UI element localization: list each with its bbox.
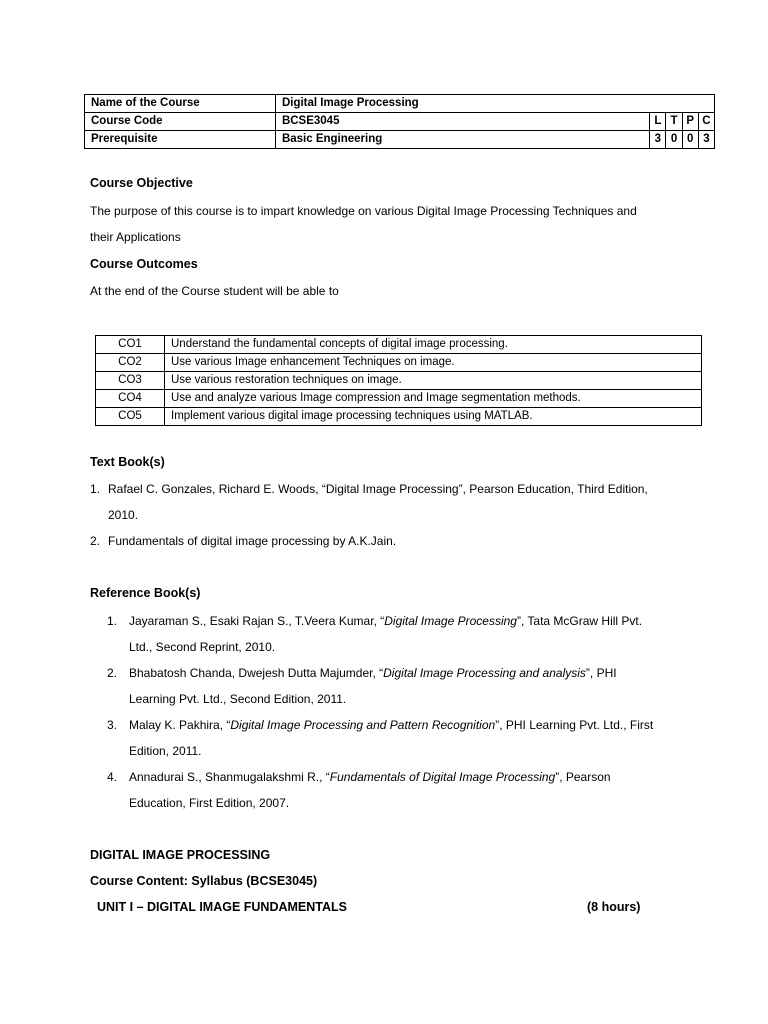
outcome-text: Understand the fundamental concepts of digital image processing.	[165, 336, 702, 354]
ref-title: Digital Image Processing and Pattern Recognition	[230, 718, 496, 732]
ref-line2: Edition, 2011.	[129, 744, 202, 758]
list-item-text	[129, 608, 677, 660]
course-name-label: Name of the Course	[85, 95, 276, 113]
ref-title: Digital Image Processing	[384, 614, 517, 628]
text-books-heading: Text Book(s)	[90, 455, 165, 469]
ltpc-header-p: P	[682, 113, 698, 131]
course-objective-heading: Course Objective	[90, 176, 193, 190]
table-row	[96, 390, 702, 408]
list-item-text: Fundamentals of digital image processing by A.K.Jain.	[108, 534, 397, 548]
outcome-code: CO3	[96, 372, 165, 390]
list-item-text	[129, 660, 677, 712]
course-objective-line1: The purpose of this course is to impart knowledge on various Digital Image Processing Techniques and	[90, 204, 637, 218]
syllabus-content: Course Content: Syllabus (BCSE3045)	[90, 874, 318, 888]
unit-hours: (8 hours)	[587, 900, 641, 914]
outcome-code: CO5	[96, 408, 165, 426]
outcome-text: Use and analyze various Image compression and Image segmentation methods.	[165, 390, 702, 408]
ref-publisher: ”, PHI	[585, 666, 617, 680]
ref-line2: Learning Pvt. Ltd., Second Edition, 2011.	[129, 692, 347, 706]
ltpc-header-l: L	[650, 113, 666, 131]
outcome-text: Implement various digital image processing techniques using MATLAB.	[165, 408, 702, 426]
course-outcomes-table	[95, 335, 702, 426]
ref-publisher: ”, Tata McGraw Hill Pvt.	[516, 614, 643, 628]
text-book-line1: Rafael C. Gonzales, Richard E. Woods, “Digital Image Processing”, Pearson Education, Third Edition,	[108, 482, 648, 496]
reference-books-list	[107, 608, 679, 818]
outcome-code: CO1	[96, 336, 165, 354]
ltpc-value-c: 3	[698, 131, 714, 149]
list-item-number: 4.	[107, 770, 118, 784]
ltpc-value-p: 0	[682, 131, 698, 149]
ref-author: Annadurai S., Shanmugalakshmi R., “	[129, 770, 330, 784]
list-item-number: 1.	[90, 482, 101, 496]
outcome-code: CO4	[96, 390, 165, 408]
table-row	[96, 354, 702, 372]
list-item-number: 1.	[107, 614, 118, 628]
ref-title: Digital Image Processing and analysis	[383, 666, 586, 680]
course-objective-line2: their Applications	[90, 230, 181, 244]
ref-author: Malay K. Pakhira, “	[129, 718, 231, 732]
list-item-text	[108, 476, 678, 528]
text-books-list	[90, 476, 690, 556]
list-item-text	[129, 764, 677, 816]
course-info-table	[84, 94, 715, 149]
list-item-number: 2.	[90, 534, 101, 548]
ltpc-value-t: 0	[666, 131, 682, 149]
table-row	[96, 408, 702, 426]
list-item-number: 3.	[107, 718, 118, 732]
course-name-value: Digital Image Processing	[275, 95, 714, 113]
course-outcomes-intro: At the end of the Course student will be able to	[90, 284, 339, 298]
ref-line2: Ltd., Second Reprint, 2010.	[129, 640, 276, 654]
outcome-text: Use various Image enhancement Techniques on image.	[165, 354, 702, 372]
ref-author: Jayaraman S., Esaki Rajan S., T.Veera Kumar, “	[129, 614, 385, 628]
reference-books-heading: Reference Book(s)	[90, 586, 201, 600]
syllabus-title: DIGITAL IMAGE PROCESSING	[90, 848, 271, 862]
ltpc-header-t: T	[666, 113, 682, 131]
ltpc-header-c: C	[698, 113, 714, 131]
course-outcomes-heading: Course Outcomes	[90, 257, 198, 271]
ref-title: Fundamentals of Digital Image Processing	[329, 770, 556, 784]
ref-publisher: ”, PHI Learning Pvt. Ltd., First	[495, 718, 654, 732]
unit-title: UNIT I – DIGITAL IMAGE FUNDAMENTALS	[97, 900, 347, 914]
course-code-value: BCSE3045	[275, 113, 649, 131]
course-code-label: Course Code	[85, 113, 276, 131]
prerequisite-label: Prerequisite	[85, 131, 276, 149]
prerequisite-value: Basic Engineering	[275, 131, 649, 149]
list-item-text	[129, 712, 677, 764]
ref-publisher: ”, Pearson	[555, 770, 611, 784]
ref-line2: Education, First Edition, 2007.	[129, 796, 290, 810]
list-item-number: 2.	[107, 666, 118, 680]
table-row	[96, 336, 702, 354]
ref-author: Bhabatosh Chanda, Dwejesh Dutta Majumder, “	[129, 666, 384, 680]
outcome-code: CO2	[96, 354, 165, 372]
table-row	[85, 113, 715, 131]
table-row	[96, 372, 702, 390]
text-book-line2: 2010.	[108, 508, 139, 522]
outcome-text: Use various restoration techniques on image.	[165, 372, 702, 390]
ltpc-value-l: 3	[650, 131, 666, 149]
table-row	[85, 95, 715, 113]
table-row	[85, 131, 715, 149]
